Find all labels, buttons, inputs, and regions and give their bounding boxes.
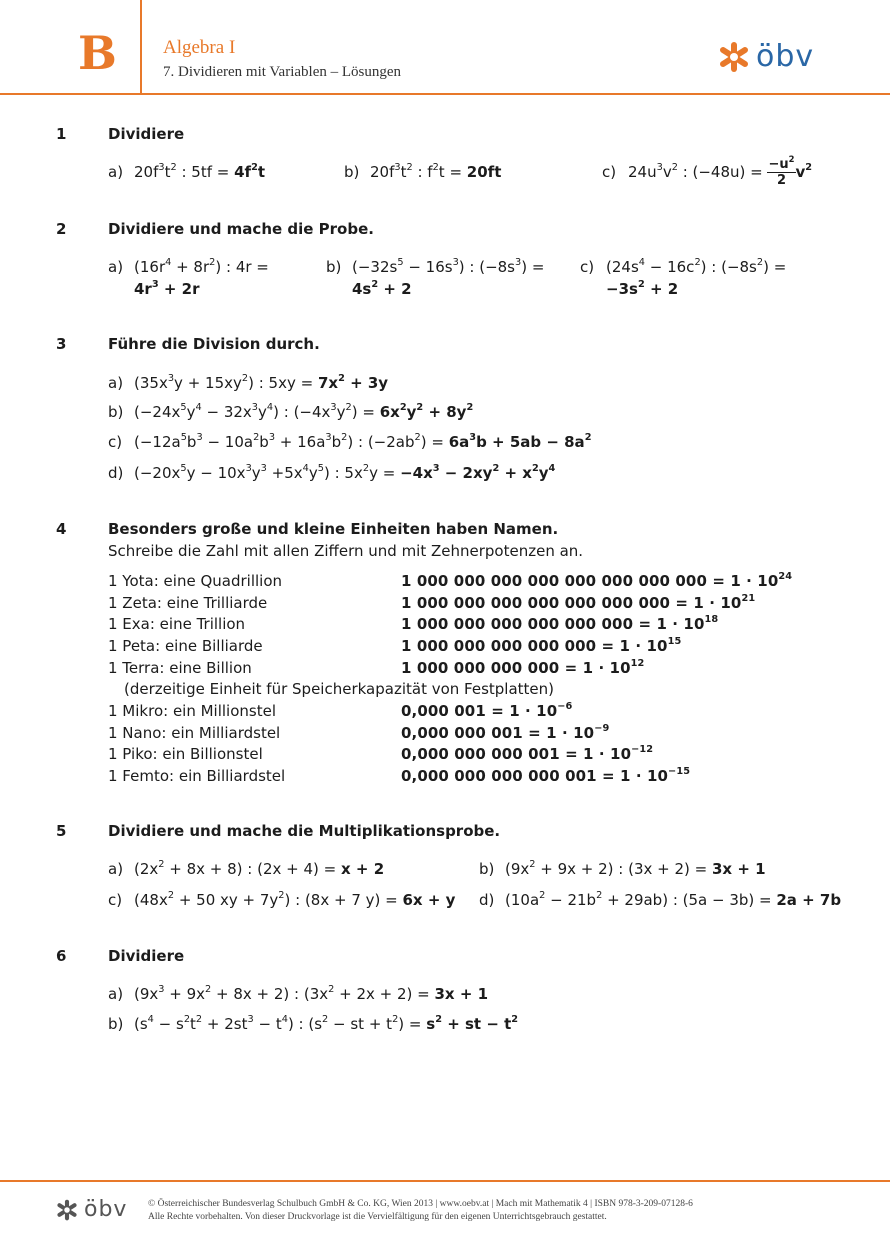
task-2b-answer: $4s^2 + 2$ (352, 279, 412, 298)
task-2c: c) $(24s^4 - 16c^2)$ : $(-8s^2)$ = (580, 257, 787, 276)
task-1a: a) $20f^3t^2$ : $5tf = 4f^2t$ (108, 162, 266, 181)
units-table (108, 570, 828, 787)
task-2c-answer: $-3s^2 + 2$ (606, 279, 679, 298)
task-3b: b) $(-24x^5y^4 - 32x^3y^4)$ : $(-4x^3y^2) = 6x^2y^2 + 8y^2$ (108, 402, 474, 421)
exercise-heading: Dividiere und mache die Multiplikationsprobe. (108, 822, 501, 840)
task-6b: b) $(s^4 - s^2t^2 + 2st^3 - t^4)$ : ($s^2$ − st + $t^2) = s^2$ + st − $t^2$ (108, 1014, 519, 1033)
unit-value: 0,000 $001 = 1 \cdot 10^{-6}$ (401, 701, 573, 720)
star-logo-icon (56, 1199, 78, 1221)
unit-name: 1 Terra: eine Billion (108, 658, 252, 677)
fraction: $\frac{-u^2}{2}$ (768, 154, 795, 188)
chapter-letter: B (78, 26, 117, 80)
rights-line: Alle Rechte vorbehalten. Von dieser Druckvorlage ist die Vervielfältigung für den eigenen Unterrichtsgebrauch gestattet. (148, 1212, 607, 1223)
unit-value: 1 000 000 000 000 000 000 $000 = 1 \cdot 10^{21}$ (401, 592, 756, 612)
page-title: Algebra I (163, 37, 236, 58)
task-3c: c) $(-12a^5b^3 - 10a^2b^3 + 16a^3b^2)$ : $(-2ab^2) = 6a^3b + 5ab - 8a^2$ (108, 432, 592, 451)
footer-brand-name: öbv (84, 1197, 128, 1222)
unit-value: 1 000 000 000 000 $000 = 1 \cdot 10^{15}$ (401, 636, 682, 655)
footer-rule (0, 1180, 890, 1182)
exercise-number: 4 (56, 520, 67, 538)
unit-row (108, 635, 828, 657)
task-2a: a) $(16r^4 + 8r^2)$ : 4r = (108, 257, 269, 276)
task-5d: d) $(10a^2 - 21b^2 + 29ab)$ : (5a − 3b) = 2a + 7b (479, 890, 842, 909)
exercise-heading: Dividiere (108, 125, 185, 143)
exercise-instruction: Schreibe die Zahl mit allen Ziffern und mit Zehnerpotenzen an. (108, 542, 584, 560)
unit-value: 0,000 000 000 $001 = 1 \cdot 10^{-12}$ (401, 744, 654, 764)
task-3d: d) $(-20x^5y - 10x^3y^3 +5x^4y^5)$ : $5x^2y = -4x^3 - 2xy^2 + x^2y^4$ (108, 463, 556, 482)
exercise-heading: Besonders große und kleine Einheiten haben Namen. (108, 520, 559, 538)
unit-value: 0,000 000 $001 = 1 \cdot 10^{-9}$ (401, 722, 610, 742)
unit-row (108, 700, 828, 722)
unit-row (108, 592, 828, 614)
task-1b: b) $20f^3t^2$ : $f^2t = 20ft$ (344, 162, 502, 181)
copyright-notice (148, 1198, 693, 1225)
unit-note: (derzeitige Einheit für Speicherkapazität von Festplatten) (124, 680, 555, 699)
task-6a: a) $(9x^3 + 9x^2 + 8x + 2)$ : $(3x^2 + 2x + 2) = 3x + 1$ (108, 984, 489, 1003)
unit-name: 1 Peta: eine Billiarde (108, 636, 263, 655)
exercise-heading: Dividiere und mache die Probe. (108, 220, 374, 238)
unit-name: 1 Exa: eine Trillion (108, 615, 246, 634)
unit-value: 1 000 000 000 000 000 000 000 $000 = 1 \cdot 10^{24}$ (401, 571, 793, 590)
unit-name: 1 Femto: ein Billiardstel (108, 767, 286, 786)
unit-name: 1 Nano: ein Milliardstel (108, 723, 281, 742)
unit-row (108, 657, 828, 679)
task-5b: b) $(9x^2 + 9x + 2)$ : (3x + 2) = 3x + 1 (479, 859, 766, 878)
task-1c: c) $24u^3v^2$ : (−48u) = $\frac{-u^2}{2}$ $v^2$ (602, 154, 813, 188)
copyright-line: © Österreichischer Bundesverlag Schulbuch GmbH & Co. KG, Wien 2013 | www.oebv.at | Mach mit Mathematik 4 | ISBN 978-3-209-07128-6 (148, 1199, 693, 1209)
unit-name: 1 Yota: eine Quadrillion (108, 571, 283, 590)
unit-value: 0,000 000 000 000 $001 = 1 \cdot 10^{-15}$ (401, 766, 691, 786)
header-rule (0, 93, 890, 95)
page-subtitle: 7. Dividieren mit Variablen – Lösungen (163, 64, 402, 80)
unit-name: 1 Zeta: eine Trilliarde (108, 593, 268, 612)
unit-value: 1 000 000 000 000 000 $000 = 1 \cdot 10^{18}$ (401, 614, 719, 634)
unit-row (108, 765, 828, 787)
task-5c: c) ($48x^2 + 50$ xy + $7y^2$) : (8x + 7 y) = 6x + y (108, 890, 456, 909)
unit-row (108, 722, 828, 744)
unit-name: 1 Mikro: ein Millionstel (108, 701, 277, 720)
unit-name: 1 Piko: ein Billionstel (108, 745, 263, 764)
exercise-number: 2 (56, 220, 67, 238)
footer-logo (56, 1199, 127, 1221)
unit-row (108, 613, 828, 635)
task-2a-answer: $4r^3 + 2r$ (134, 279, 200, 298)
exercise-number: 3 (56, 335, 67, 353)
brand-name: öbv (756, 39, 815, 74)
exercise-heading: Dividiere (108, 947, 185, 965)
task-3a: a) $(35x^3y + 15xy^2)$ : $5xy = 7x^2 + 3y$ (108, 373, 389, 392)
task-2b: b) $(-32s^5 - 16s^3)$ : $(-8s^3)$ = (326, 257, 545, 276)
brand-logo (718, 41, 814, 73)
exercise-number: 1 (56, 125, 67, 143)
task-5a: a) $(2x^2 + 8x + 8)$ : (2x + 4) = x + 2 (108, 859, 385, 878)
unit-value: 1 000 000 000 $000 = 1 \cdot 10^{12}$ (401, 657, 645, 677)
exercise-number: 5 (56, 822, 67, 840)
unit-row (108, 744, 828, 766)
star-logo-icon (718, 41, 750, 73)
exercise-number: 6 (56, 947, 67, 965)
unit-row (108, 570, 828, 592)
header-divider (140, 0, 142, 94)
exercise-heading: Führe die Division durch. (108, 335, 320, 353)
